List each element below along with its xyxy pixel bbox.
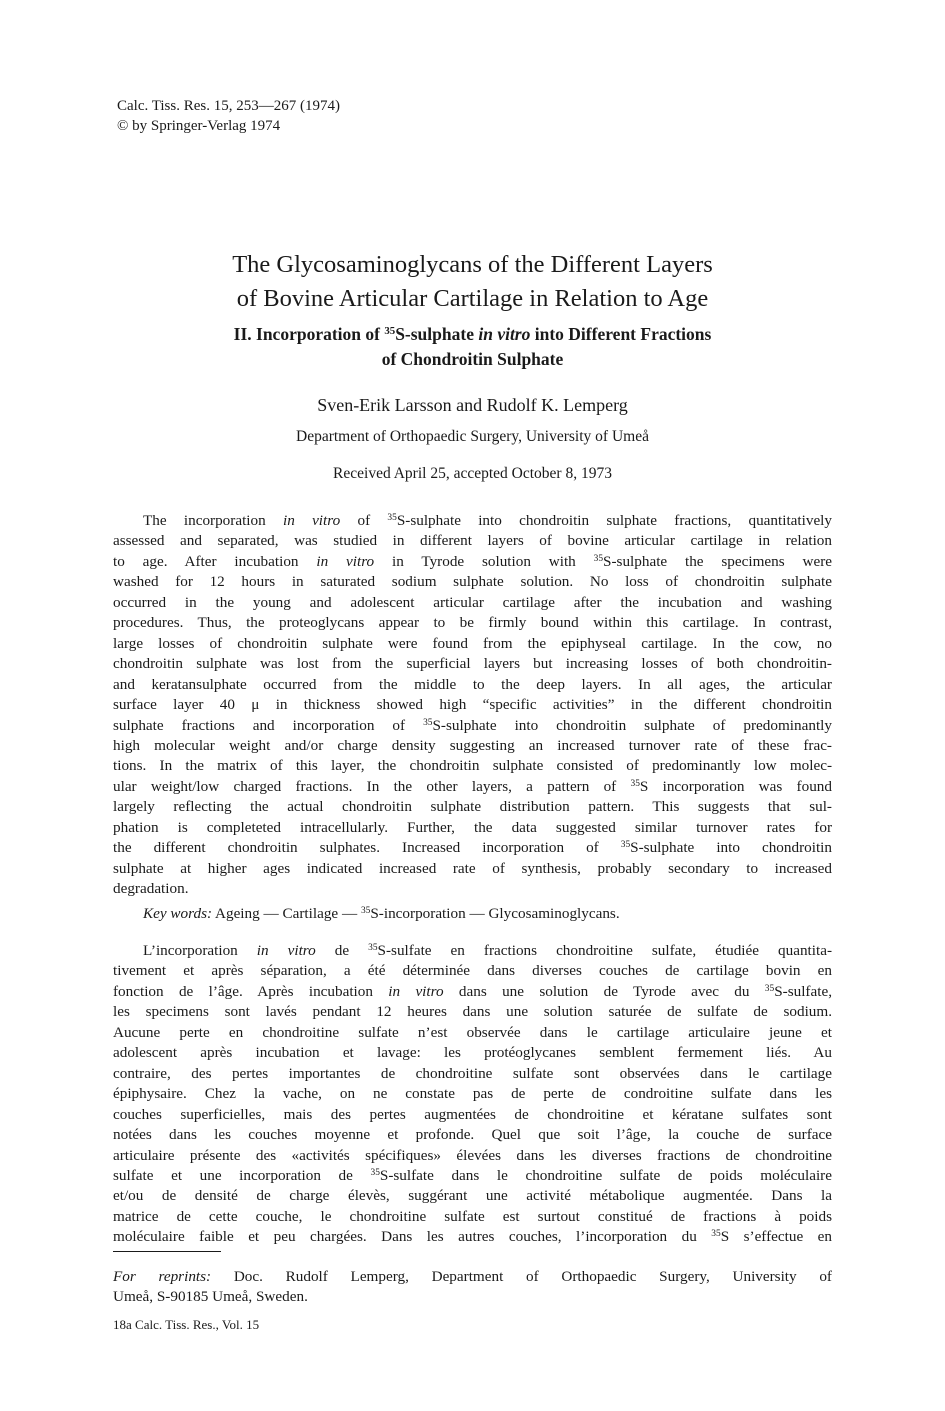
- subtitle-line-2: of Chondroitin Sulphate: [381, 349, 564, 369]
- article-subtitle: [0, 322, 945, 372]
- abstract-line: to age. After incubation in vitro in Tyrode solution with $^{35}$S-sulphate the specimens were: [113, 552, 832, 570]
- resume-line: couches superficielles, mais des pertes augmentées de chondroitine et kératane sulfates sont: [113, 1105, 832, 1123]
- abstract-line: washed for 12 hours in saturated sodium sulphate solution. No loss of chondroitin sulphate: [113, 573, 832, 591]
- received-date: Received April 25, accepted October 8, 1973: [333, 465, 612, 482]
- footnote-label: For reprints:: [113, 1268, 212, 1285]
- abstract-line: largely reflecting the actual chondroitin sulphate distribution pattern. This suggests that sul-: [113, 798, 832, 816]
- abstract-line: sulphate at higher ages indicated increased rate of synthesis, probably secondary to increased: [113, 859, 832, 877]
- footnote-divider: [113, 1251, 221, 1252]
- italic-run: in vitro: [478, 324, 531, 344]
- resume-line: tivement et après séparation, a été déterminée dans diverses couches de cartilage bovin en: [113, 962, 832, 980]
- abstract-line: procedures. Thus, the proteoglycans appear to be firmly bound within this cartilage. In contrast,: [113, 614, 832, 632]
- resume-line: notées dans les couches moyenne et profonde. Quel que soit l’âge, la couche de surface: [113, 1126, 832, 1144]
- abstract-french: [113, 941, 832, 1248]
- resume-line: les specimens sont lavés pendant 12 heures dans une solution saturée de sulfate de sodium.: [113, 1003, 832, 1021]
- abstract-line: high molecular weight and/or charge density suggesting an increased turnover rate of these frac-: [113, 736, 832, 754]
- journal-citation-block: [117, 96, 340, 136]
- page-footer: 18a Calc. Tiss. Res., Vol. 15: [113, 1317, 260, 1332]
- text-run: into Different Fractions: [530, 324, 712, 344]
- resume-line: moléculaire faible et peu chargées. Dans les autres couches, l’incorporation du $^{35}$S s’effectue en: [113, 1228, 832, 1246]
- footnote-line: For reprints: Doc. Rudolf Lemperg, Department of Orthopaedic Surgery, University of: [113, 1268, 832, 1285]
- resume-line: adolescent après incubation et lavage: les protéoglycanes semblent fermement liés. Au: [113, 1044, 832, 1062]
- reprint-footnote: [113, 1267, 832, 1308]
- resume-line: fonction de l’âge. Après incubation in vitro dans une solution de Tyrode avec du $^{35}$S-sulfate,: [113, 982, 832, 1000]
- superscript: 35: [384, 325, 396, 338]
- abstract-line: occurred in the young and adolescent articular cartilage after the incubation and washing: [113, 593, 832, 611]
- copyright-line: © by Springer-Verlag 1974: [117, 118, 281, 134]
- abstract-line: surface layer 40 μ in thickness showed high “specific activities” in the different chondroitin: [113, 696, 832, 714]
- key-words-label: Key words:: [143, 905, 213, 922]
- abstract-line: ular weight/low charged fractions. In the other layers, a pattern of $^{35}$S incorporation was found: [113, 777, 832, 795]
- subtitle-line-1: [0, 322, 945, 347]
- authors: Sven-Erik Larsson and Rudolf K. Lemperg: [317, 395, 628, 415]
- resume-line: articulaire présente des «activités spécifiques» élevées dans les diverses fractions de chondroitine: [113, 1146, 832, 1164]
- resume-line: matrice de cette couche, le chondroitine sulfate est surtout constitué de fractions à poids: [113, 1207, 832, 1225]
- text-run: S-sulphate: [395, 324, 479, 344]
- journal-citation: Calc. Tiss. Res. 15, 253—267 (1974): [117, 98, 340, 114]
- affiliation: Department of Orthopaedic Surgery, University of Umeå: [296, 428, 649, 445]
- resume-line: L’incorporation in vitro de $^{35}$S-sulfate en fractions chondroitine sulfate, étudiée quantita-: [143, 942, 833, 959]
- footnote-line: Umeå, S-90185 Umeå, Sweden.: [113, 1288, 308, 1306]
- abstract-line: degradation.: [113, 880, 189, 898]
- abstract-english: [113, 511, 832, 900]
- abstract-line: the different chondroitin sulphates. Increased incorporation of $^{35}$S-sulphate into chondroitin: [113, 839, 832, 857]
- text-run: II. Incorporation of: [233, 324, 385, 344]
- article-title: [0, 248, 945, 316]
- key-words: Key words: Ageing — Cartilage — $^{35}$S-incorporation — Glycosaminoglycans.: [143, 905, 620, 922]
- abstract-line: assessed and separated, was studied in different layers of bovine articular cartilage in relation: [113, 532, 832, 550]
- abstract-line: phation is completeted intracellularly. Further, the data suggested similar turnover rates for: [113, 818, 832, 836]
- abstract-line: The incorporation in vitro of $^{35}$S-sulphate into chondroitin sulphate fractions, quantitatively: [143, 512, 832, 529]
- title-line-1: The Glycosaminoglycans of the Different Layers: [232, 251, 713, 278]
- resume-line: sulfate et une incorporation de $^{35}$S-sulfate dans le chondroitine sulfate de poids moléculaire: [113, 1166, 832, 1184]
- abstract-line: sulphate fractions and incorporation of $^{35}$S-sulphate into chondroitin sulphate of predominantly: [113, 716, 832, 734]
- resume-line: et/ou de densité de charge élevès, suggérant une activité métabolique augmentée. Dans la: [113, 1187, 832, 1205]
- resume-line: contraire, des pertes importantes de chondroitine sulfate sont observées dans le cartilage: [113, 1064, 832, 1082]
- abstract-line: large losses of chondroitin sulphate were found from the epiphyseal cartilage. In the cow, no: [113, 634, 832, 652]
- title-line-2: of Bovine Articular Cartilage in Relation to Age: [236, 285, 709, 312]
- resume-line: Aucune perte en chondroitine sulfate n’est observée dans le cartilage articulaire jeune et: [113, 1023, 832, 1041]
- abstract-line: and keratansulphate occurred from the middle to the deep layers. In all ages, the articular: [113, 675, 832, 693]
- resume-line: épiphysaire. Chez la vache, on ne constate pas de perte de condroitine sulfate dans les: [113, 1085, 832, 1103]
- abstract-line: chondroitin sulphate was lost from the superficial layers but increasing losses of both chondroitin-: [113, 655, 832, 673]
- abstract-line: tions. In the matrix of this layer, the chondroitin sulphate consisted of predominantly low molec-: [113, 757, 832, 775]
